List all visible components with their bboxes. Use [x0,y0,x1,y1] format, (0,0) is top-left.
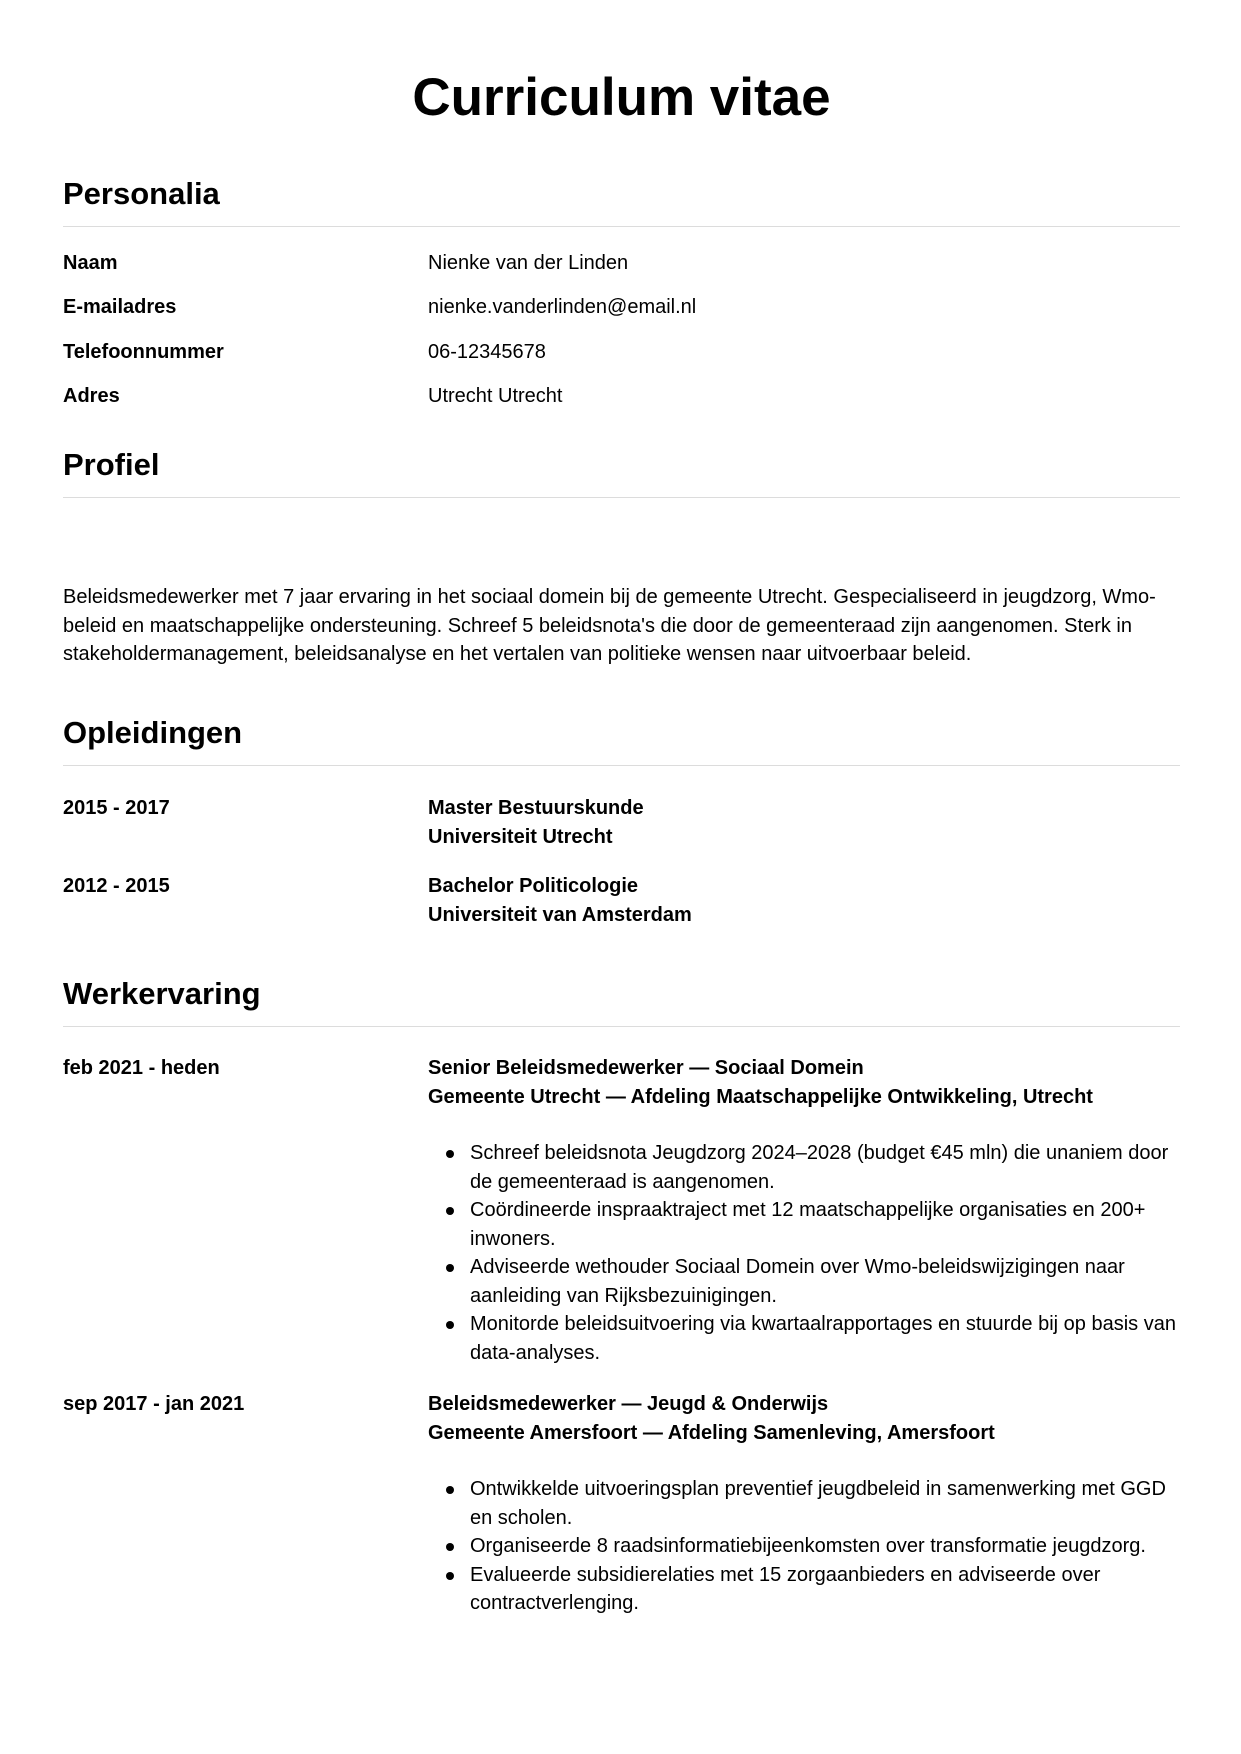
section-personalia [63,175,1180,227]
section-heading-personalia: Personalia [63,176,220,211]
section-opleidingen [63,714,1180,766]
list-item-text: Ontwikkelde uitvoeringsplan preventief jeugdbeleid in samenwerking met GGD en scholen. [470,1478,1166,1529]
section-profiel [63,446,1180,498]
work-details [428,1390,1180,1618]
section-divider [63,1026,1180,1027]
list-item-text: Schreef beleidsnota Jeugdzorg 2024–2028 (budget €45 mln) die unaniem door de gemeenteraad is aangenomen. [470,1142,1169,1193]
list-item [428,1561,1180,1618]
list-item-text: Adviseerde wethouder Sociaal Domein over Wmo-beleidswijzigingen naar aanleiding van Rijksbezuinigingen. [470,1256,1125,1307]
education-details [428,794,1180,851]
education-institution: Universiteit van Amsterdam [428,903,692,926]
education-period: 2015 - 2017 [63,797,170,819]
list-item [428,1310,1180,1367]
work-employer: Gemeente Amersfoort — Afdeling Samenleving, Amersfoort [428,1421,995,1444]
education-details [428,872,1180,929]
education-degree: Master Bestuurskunde [428,797,644,819]
list-item [428,1139,1180,1196]
work-role: Senior Beleidsmedewerker — Sociaal Domein [428,1057,864,1079]
field-value-name: Nienke van der Linden [428,252,629,274]
work-period: sep 2017 - jan 2021 [63,1393,245,1415]
field-value-address: Utrecht Utrecht [428,385,563,407]
section-werkervaring [63,975,1180,1027]
section-divider [63,765,1180,766]
list-item [428,1475,1180,1532]
section-divider [63,497,1180,498]
section-heading-werkervaring: Werkervaring [63,976,261,1011]
bullet-icon [446,1572,454,1580]
list-item [428,1253,1180,1310]
document-title: Curriculum vitae [412,68,831,127]
work-details [428,1054,1180,1367]
list-item [428,1196,1180,1253]
list-item-text: Organiseerde 8 raadsinformatiebijeenkomsten over transformatie jeugdzorg. [470,1535,1146,1557]
education-degree: Bachelor Politicologie [428,875,639,897]
list-item-text: Coördineerde inspraaktraject met 12 maatschappelijke organisaties en 200+ inwoners. [470,1199,1146,1250]
field-label: Naam [63,252,118,274]
bullet-icon [446,1543,454,1551]
education-period: 2012 - 2015 [63,875,170,897]
section-heading-profiel: Profiel [63,447,160,482]
field-value-email: nienke.vanderlinden@email.nl [428,296,697,318]
list-item-text: Monitorde beleidsuitvoering via kwartaalrapportages en stuurde bij op basis van data-analyses. [470,1313,1176,1364]
section-divider [63,226,1180,227]
education-institution: Universiteit Utrecht [428,825,613,848]
bullet-icon [446,1321,454,1329]
bullet-icon [446,1486,454,1494]
work-employer: Gemeente Utrecht — Afdeling Maatschappelijke Ontwikkeling, Utrecht [428,1085,1093,1108]
field-label: Telefoonnummer [63,341,224,363]
list-item-text: Evalueerde subsidierelaties met 15 zorgaanbieders en adviseerde over contractverlenging. [470,1563,1101,1614]
bullet-icon [446,1150,454,1158]
profile-summary: Beleidsmedewerker met 7 jaar ervaring in het sociaal domein bij de gemeente Utrecht. Gespecialiseerd in jeugdzorg, Wmo-beleid en maatschappelijke ondersteuning. Schreef 5 beleidsnota's die door de gemeenteraad zijn aangenomen. Sterk in stakeholdermanagement, beleidsanalyse en het vertalen van politieke wensen naar uitvoerbaar beleid. [63,586,1156,665]
field-value-phone: 06-12345678 [428,341,546,363]
work-achievements [428,1475,1180,1618]
profile-block [63,583,1180,669]
list-item [428,1532,1180,1561]
bullet-icon [446,1264,454,1272]
work-period: feb 2021 - heden [63,1057,220,1079]
work-achievements [428,1139,1180,1367]
field-label: E-mailadres [63,296,177,318]
bullet-icon [446,1207,454,1215]
work-role: Beleidsmedewerker — Jeugd & Onderwijs [428,1393,829,1415]
field-label: Adres [63,385,120,407]
section-heading-opleidingen: Opleidingen [63,715,243,750]
